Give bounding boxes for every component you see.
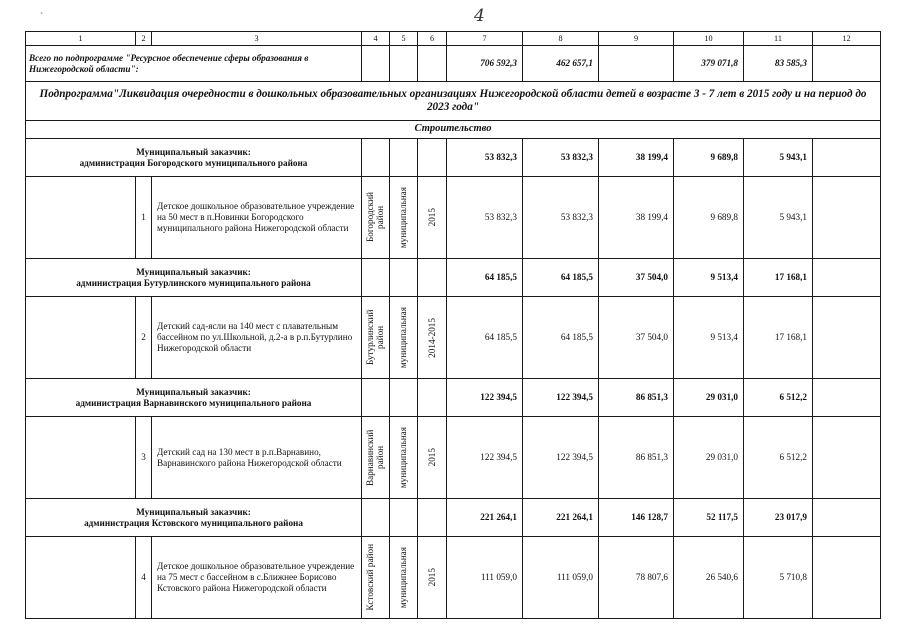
object-col7: 53 832,3 xyxy=(447,177,523,259)
object-col11: 5 943,1 xyxy=(744,177,813,259)
district-cell xyxy=(362,417,390,499)
years-cell xyxy=(418,417,447,499)
ownership-cell xyxy=(390,297,418,379)
years-cell xyxy=(418,297,447,379)
object-col7: 111 059,0 xyxy=(447,537,523,619)
object-name: Детское дошкольное образовательное учреждение на 50 мест в п.Новинки Богородского муниципального района Нижегородской области xyxy=(152,177,362,259)
total-col11: 83 585,3 xyxy=(744,46,813,82)
object-row xyxy=(26,177,881,259)
empty-cell xyxy=(813,537,881,619)
years-text: 2015 xyxy=(426,208,437,227)
empty-cell xyxy=(390,259,418,297)
ownership-cell xyxy=(390,417,418,499)
empty-cell xyxy=(813,499,881,537)
col-number: 12 xyxy=(813,32,881,46)
customer-col8: 64 185,5 xyxy=(523,259,599,297)
col-number: 3 xyxy=(152,32,362,46)
customer-label: Муниципальный заказчик: администрация Кстовского муниципального района xyxy=(26,499,362,537)
subprogram-row xyxy=(26,82,881,121)
empty-cell xyxy=(813,177,881,259)
object-number: 4 xyxy=(136,537,152,619)
customer-label: Муниципальный заказчик: администрация Варнавинского муниципального района xyxy=(26,379,362,417)
ownership-cell xyxy=(390,177,418,259)
empty-cell xyxy=(813,139,881,177)
col-number: 10 xyxy=(674,32,744,46)
object-col9: 78 807,6 xyxy=(599,537,674,619)
col-number: 6 xyxy=(418,32,447,46)
district-text: Богородский район xyxy=(365,192,386,243)
empty-cell xyxy=(26,177,136,259)
empty-cell xyxy=(418,259,447,297)
empty-cell xyxy=(362,379,390,417)
empty-cell xyxy=(813,259,881,297)
object-number: 2 xyxy=(136,297,152,379)
object-row xyxy=(26,537,881,619)
customer-col10: 9 689,8 xyxy=(674,139,744,177)
col-number: 7 xyxy=(447,32,523,46)
district-text: Варнавинский район xyxy=(365,429,386,486)
object-col10: 9 513,4 xyxy=(674,297,744,379)
object-col10: 29 031,0 xyxy=(674,417,744,499)
empty-cell xyxy=(362,46,390,82)
years-text: 2015 xyxy=(426,448,437,467)
empty-cell xyxy=(390,379,418,417)
total-label: Всего по подпрограмме "Ресурсное обеспечение сферы образования в Нижегородской области": xyxy=(26,46,362,82)
section-title: Строительство xyxy=(26,121,881,139)
object-col8: 53 832,3 xyxy=(523,177,599,259)
years-cell xyxy=(418,537,447,619)
empty-cell xyxy=(362,139,390,177)
customer-col8: 122 394,5 xyxy=(523,379,599,417)
district-text: Бутурлинский район xyxy=(365,309,386,366)
col-number: 1 xyxy=(26,32,136,46)
district-cell xyxy=(362,297,390,379)
ownership-cell xyxy=(390,537,418,619)
ownership-text: муниципальная xyxy=(398,546,409,609)
customer-col8: 53 832,3 xyxy=(523,139,599,177)
empty-cell xyxy=(813,46,881,82)
empty-cell xyxy=(390,139,418,177)
ownership-text: муниципальная xyxy=(398,186,409,249)
ownership-text: муниципальная xyxy=(398,426,409,489)
empty-cell xyxy=(390,46,418,82)
customer-col11: 6 512,2 xyxy=(744,379,813,417)
total-col7: 706 592,3 xyxy=(447,46,523,82)
object-col8: 122 394,5 xyxy=(523,417,599,499)
customer-col7: 53 832,3 xyxy=(447,139,523,177)
object-col9: 37 504,0 xyxy=(599,297,674,379)
customer-row xyxy=(26,259,881,297)
customer-col11: 23 017,9 xyxy=(744,499,813,537)
customer-col9: 38 199,4 xyxy=(599,139,674,177)
object-row xyxy=(26,297,881,379)
object-number: 1 xyxy=(136,177,152,259)
customer-col10: 29 031,0 xyxy=(674,379,744,417)
object-col8: 64 185,5 xyxy=(523,297,599,379)
empty-cell xyxy=(418,499,447,537)
customer-label: Муниципальный заказчик: администрация Богородского муниципального района xyxy=(26,139,362,177)
column-number-row xyxy=(26,32,881,46)
object-row xyxy=(26,417,881,499)
col-number: 5 xyxy=(390,32,418,46)
col-number: 4 xyxy=(362,32,390,46)
empty-cell xyxy=(26,417,136,499)
customer-row xyxy=(26,139,881,177)
customer-col11: 17 168,1 xyxy=(744,259,813,297)
object-col7: 122 394,5 xyxy=(447,417,523,499)
customer-col10: 9 513,4 xyxy=(674,259,744,297)
total-col9 xyxy=(599,46,674,82)
years-text: 2014-2015 xyxy=(426,317,437,358)
object-col11: 6 512,2 xyxy=(744,417,813,499)
budget-table xyxy=(25,31,881,619)
years-text: 2015 xyxy=(426,568,437,587)
customer-col7: 64 185,5 xyxy=(447,259,523,297)
object-col10: 26 540,6 xyxy=(674,537,744,619)
object-name: Детский сад на 130 мест в р.п.Варнавино, Варнавинского района Нижегородской области xyxy=(152,417,362,499)
section-row xyxy=(26,121,881,139)
object-col9: 86 851,3 xyxy=(599,417,674,499)
district-cell xyxy=(362,177,390,259)
object-name: Детское дошкольное образовательное учреждение на 75 мест с бассейном в с.Ближнее Борисово Кстовского района Нижегородской области xyxy=(152,537,362,619)
object-col7: 64 185,5 xyxy=(447,297,523,379)
empty-cell xyxy=(418,46,447,82)
customer-row xyxy=(26,499,881,537)
customer-col10: 52 117,5 xyxy=(674,499,744,537)
empty-cell xyxy=(26,537,136,619)
empty-cell xyxy=(26,297,136,379)
customer-col9: 37 504,0 xyxy=(599,259,674,297)
years-cell xyxy=(418,177,447,259)
scan-mark: ` xyxy=(40,12,44,23)
object-col9: 38 199,4 xyxy=(599,177,674,259)
customer-col7: 221 264,1 xyxy=(447,499,523,537)
customer-col9: 86 851,3 xyxy=(599,379,674,417)
customer-row xyxy=(26,379,881,417)
customer-label: Муниципальный заказчик: администрация Бутурлинского муниципального района xyxy=(26,259,362,297)
object-col11: 17 168,1 xyxy=(744,297,813,379)
col-number: 8 xyxy=(523,32,599,46)
object-number: 3 xyxy=(136,417,152,499)
customer-col7: 122 394,5 xyxy=(447,379,523,417)
subprogram-total-row xyxy=(26,46,881,82)
ownership-text: муниципальная xyxy=(398,306,409,369)
empty-cell xyxy=(418,139,447,177)
object-col10: 9 689,8 xyxy=(674,177,744,259)
empty-cell xyxy=(362,499,390,537)
total-col10: 379 071,8 xyxy=(674,46,744,82)
total-col8: 462 657,1 xyxy=(523,46,599,82)
object-col11: 5 710,8 xyxy=(744,537,813,619)
col-number: 9 xyxy=(599,32,674,46)
empty-cell xyxy=(813,379,881,417)
empty-cell xyxy=(418,379,447,417)
district-cell xyxy=(362,537,390,619)
customer-col8: 221 264,1 xyxy=(523,499,599,537)
col-number: 11 xyxy=(744,32,813,46)
empty-cell xyxy=(813,297,881,379)
district-text: Кстовский район xyxy=(365,544,375,611)
customer-col9: 146 128,7 xyxy=(599,499,674,537)
col-number: 2 xyxy=(136,32,152,46)
customer-col11: 5 943,1 xyxy=(744,139,813,177)
subprogram-title: Подпрограмма"Ликвидация очередности в дошкольных образовательных организациях Нижегородской области детей в возрасте 3 - 7 лет в 2015 году и на период до 2023 года" xyxy=(26,82,881,121)
object-col8: 111 059,0 xyxy=(523,537,599,619)
object-name: Детский сад-ясли на 140 мест с плавательным бассейном по ул.Школьной, д.2-а в р.п.Бутурлино Нижегородской области xyxy=(152,297,362,379)
empty-cell xyxy=(362,259,390,297)
empty-cell xyxy=(390,499,418,537)
page-number: 4 xyxy=(474,6,485,26)
empty-cell xyxy=(813,417,881,499)
